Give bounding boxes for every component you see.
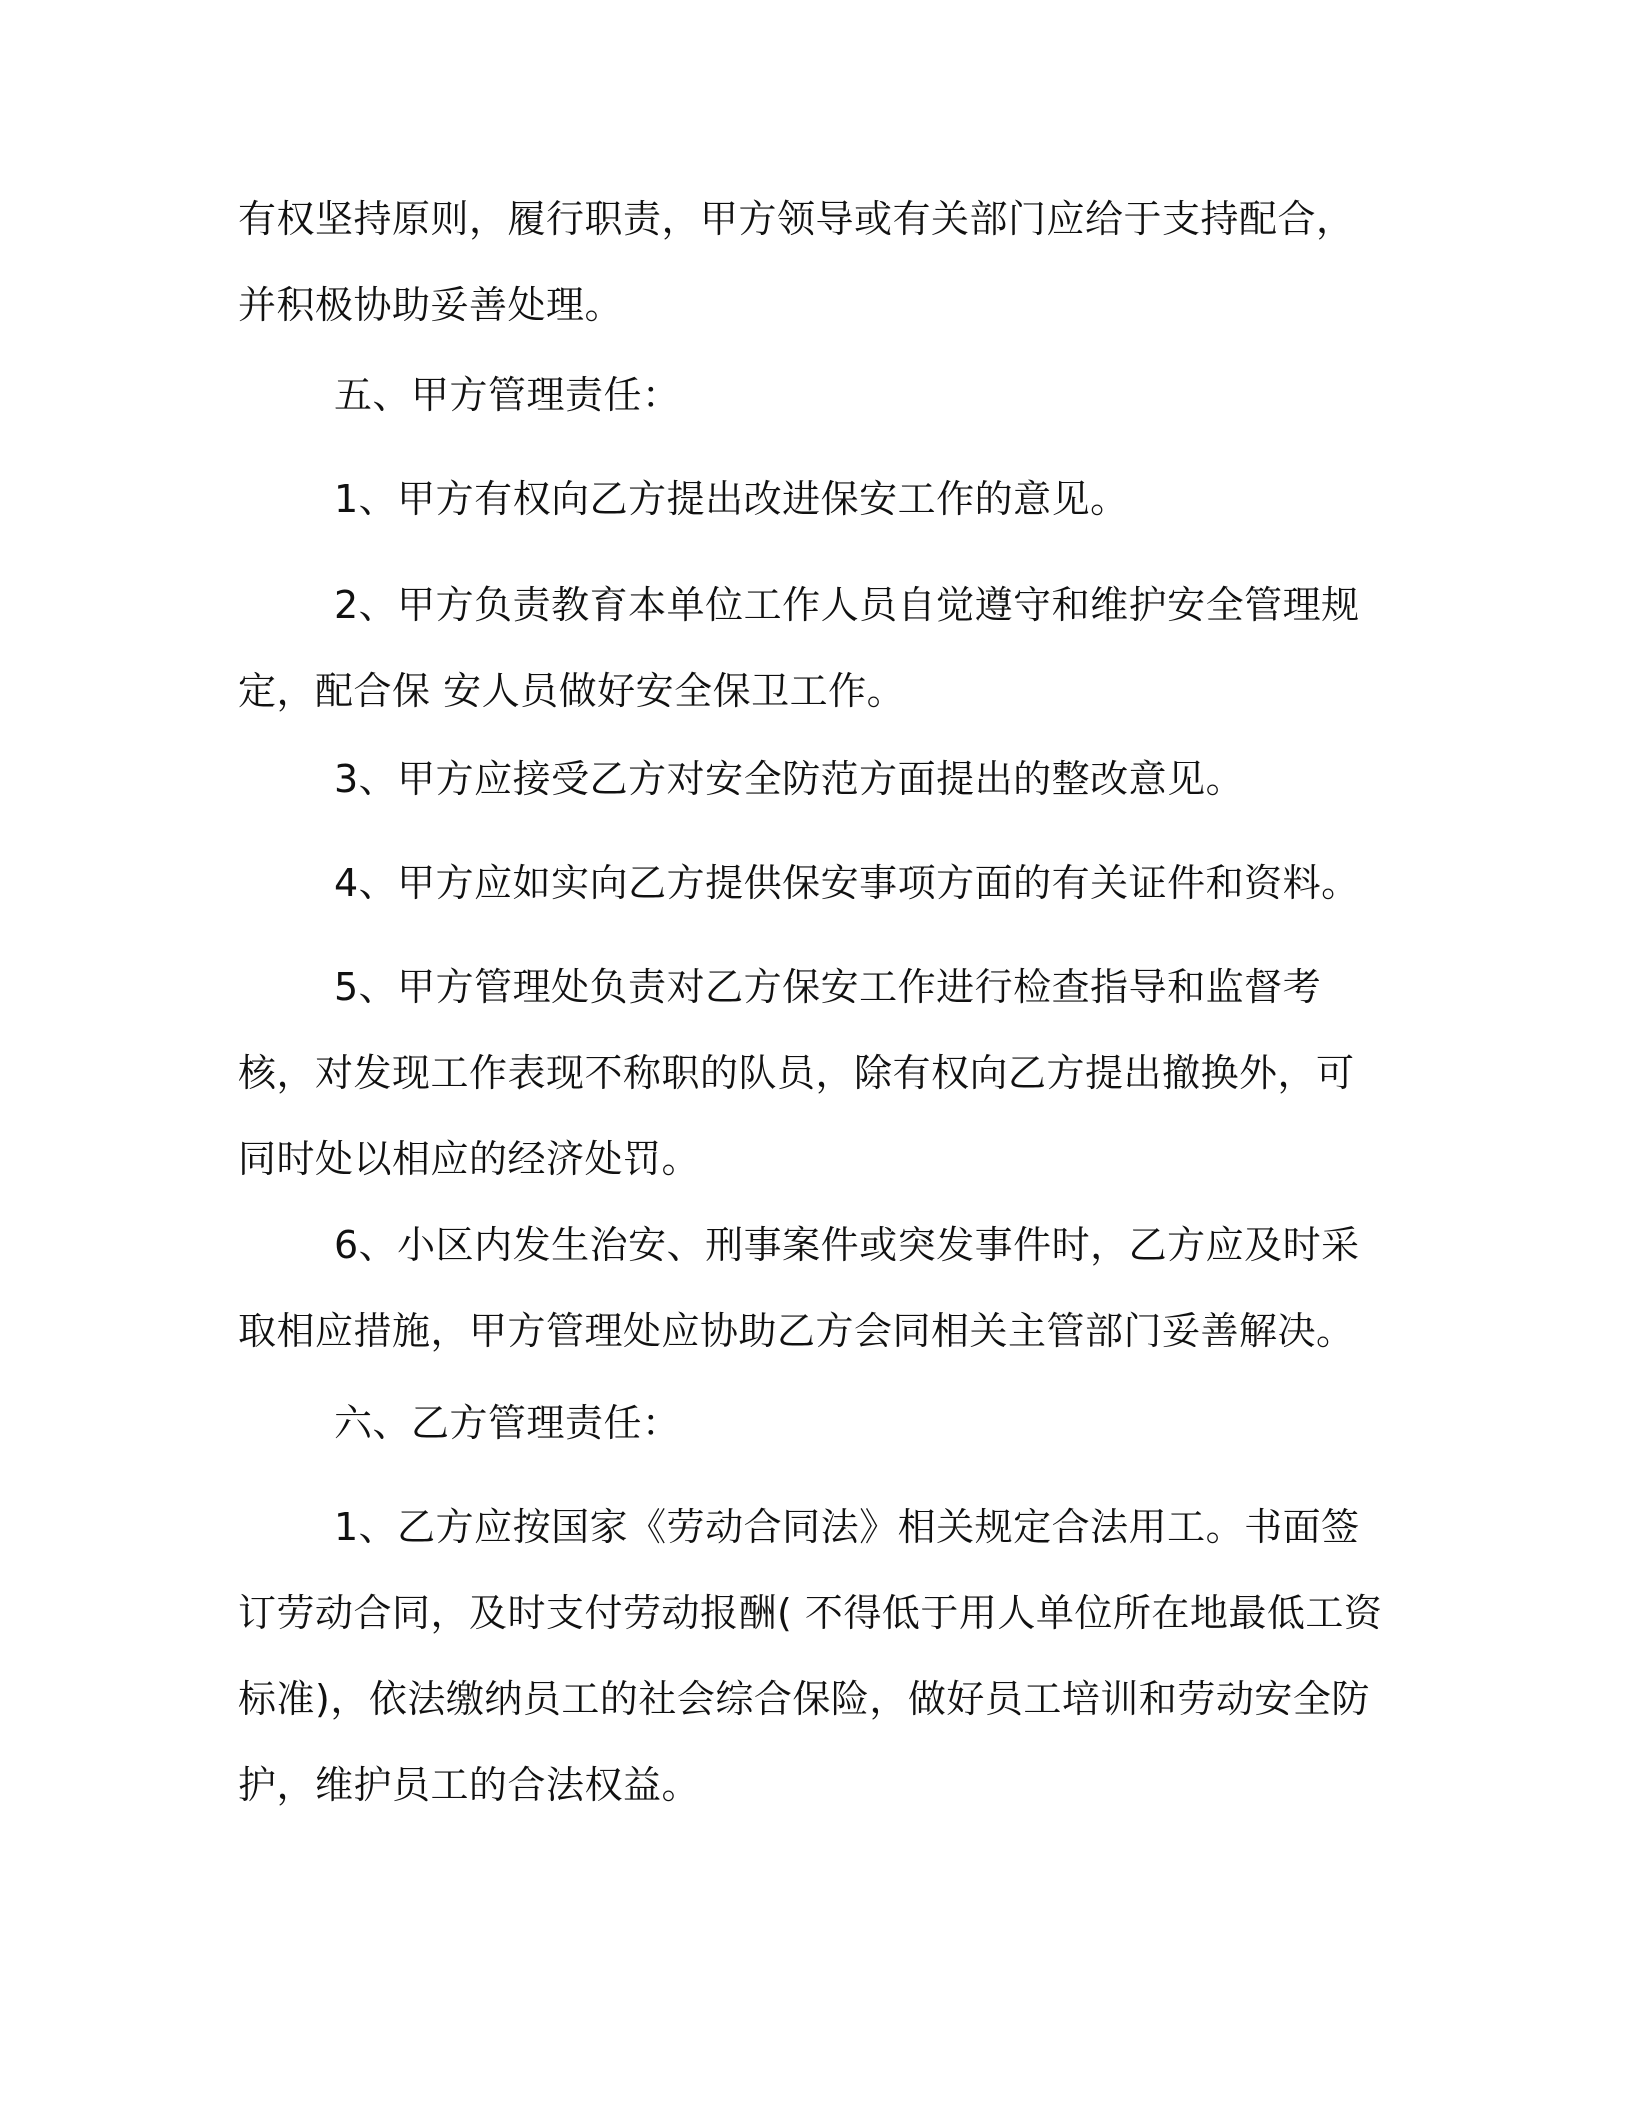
clause-5-6: 6、小区内发生治安、刑事案件或突发事件时，乙方应及时采取相应措施，甲方管理处应协助乙方会同相关主管部门妥善解决。 xyxy=(238,1223,1360,1353)
clause-5-5: 5、甲方管理处负责对乙方保安工作进行检查指导和监督考核，对发现工作表现不称职的队员，除有权向乙方提出撤换外，可同时处以相应的经济处罚。 xyxy=(238,965,1355,1181)
section-heading-six: 六、乙方管理责任： xyxy=(334,1401,681,1445)
clause-6-1: 1、乙方应按国家《劳动合同法》相关规定合法用工。书面签订劳动合同，及时支付劳动报酬( 不得低于用人单位所在地最低工资标准)，依法缴纳员工的社会综合保险，做好员工培训和劳动安全防护，维护员工的合法权益。 xyxy=(238,1505,1383,1807)
paragraph-continuation: 有权坚持原则，履行职责，甲方领导或有关部门应给于支持配合，并积极协助妥善处理。 xyxy=(238,197,1355,327)
section-heading-five: 五、甲方管理责任： xyxy=(334,373,681,417)
clause-5-2: 2、甲方负责教育本单位工作人员自觉遵守和维护安全管理规定，配合保 安人员做好安全保卫工作。 xyxy=(238,583,1360,713)
clause-5-3: 3、甲方应接受乙方对安全防范方面提出的整改意见。 xyxy=(334,757,1245,801)
clause-5-1: 1、甲方有权向乙方提出改进保安工作的意见。 xyxy=(334,477,1129,521)
clause-5-4: 4、甲方应如实向乙方提供保安事项方面的有关证件和资料。 xyxy=(334,861,1360,905)
